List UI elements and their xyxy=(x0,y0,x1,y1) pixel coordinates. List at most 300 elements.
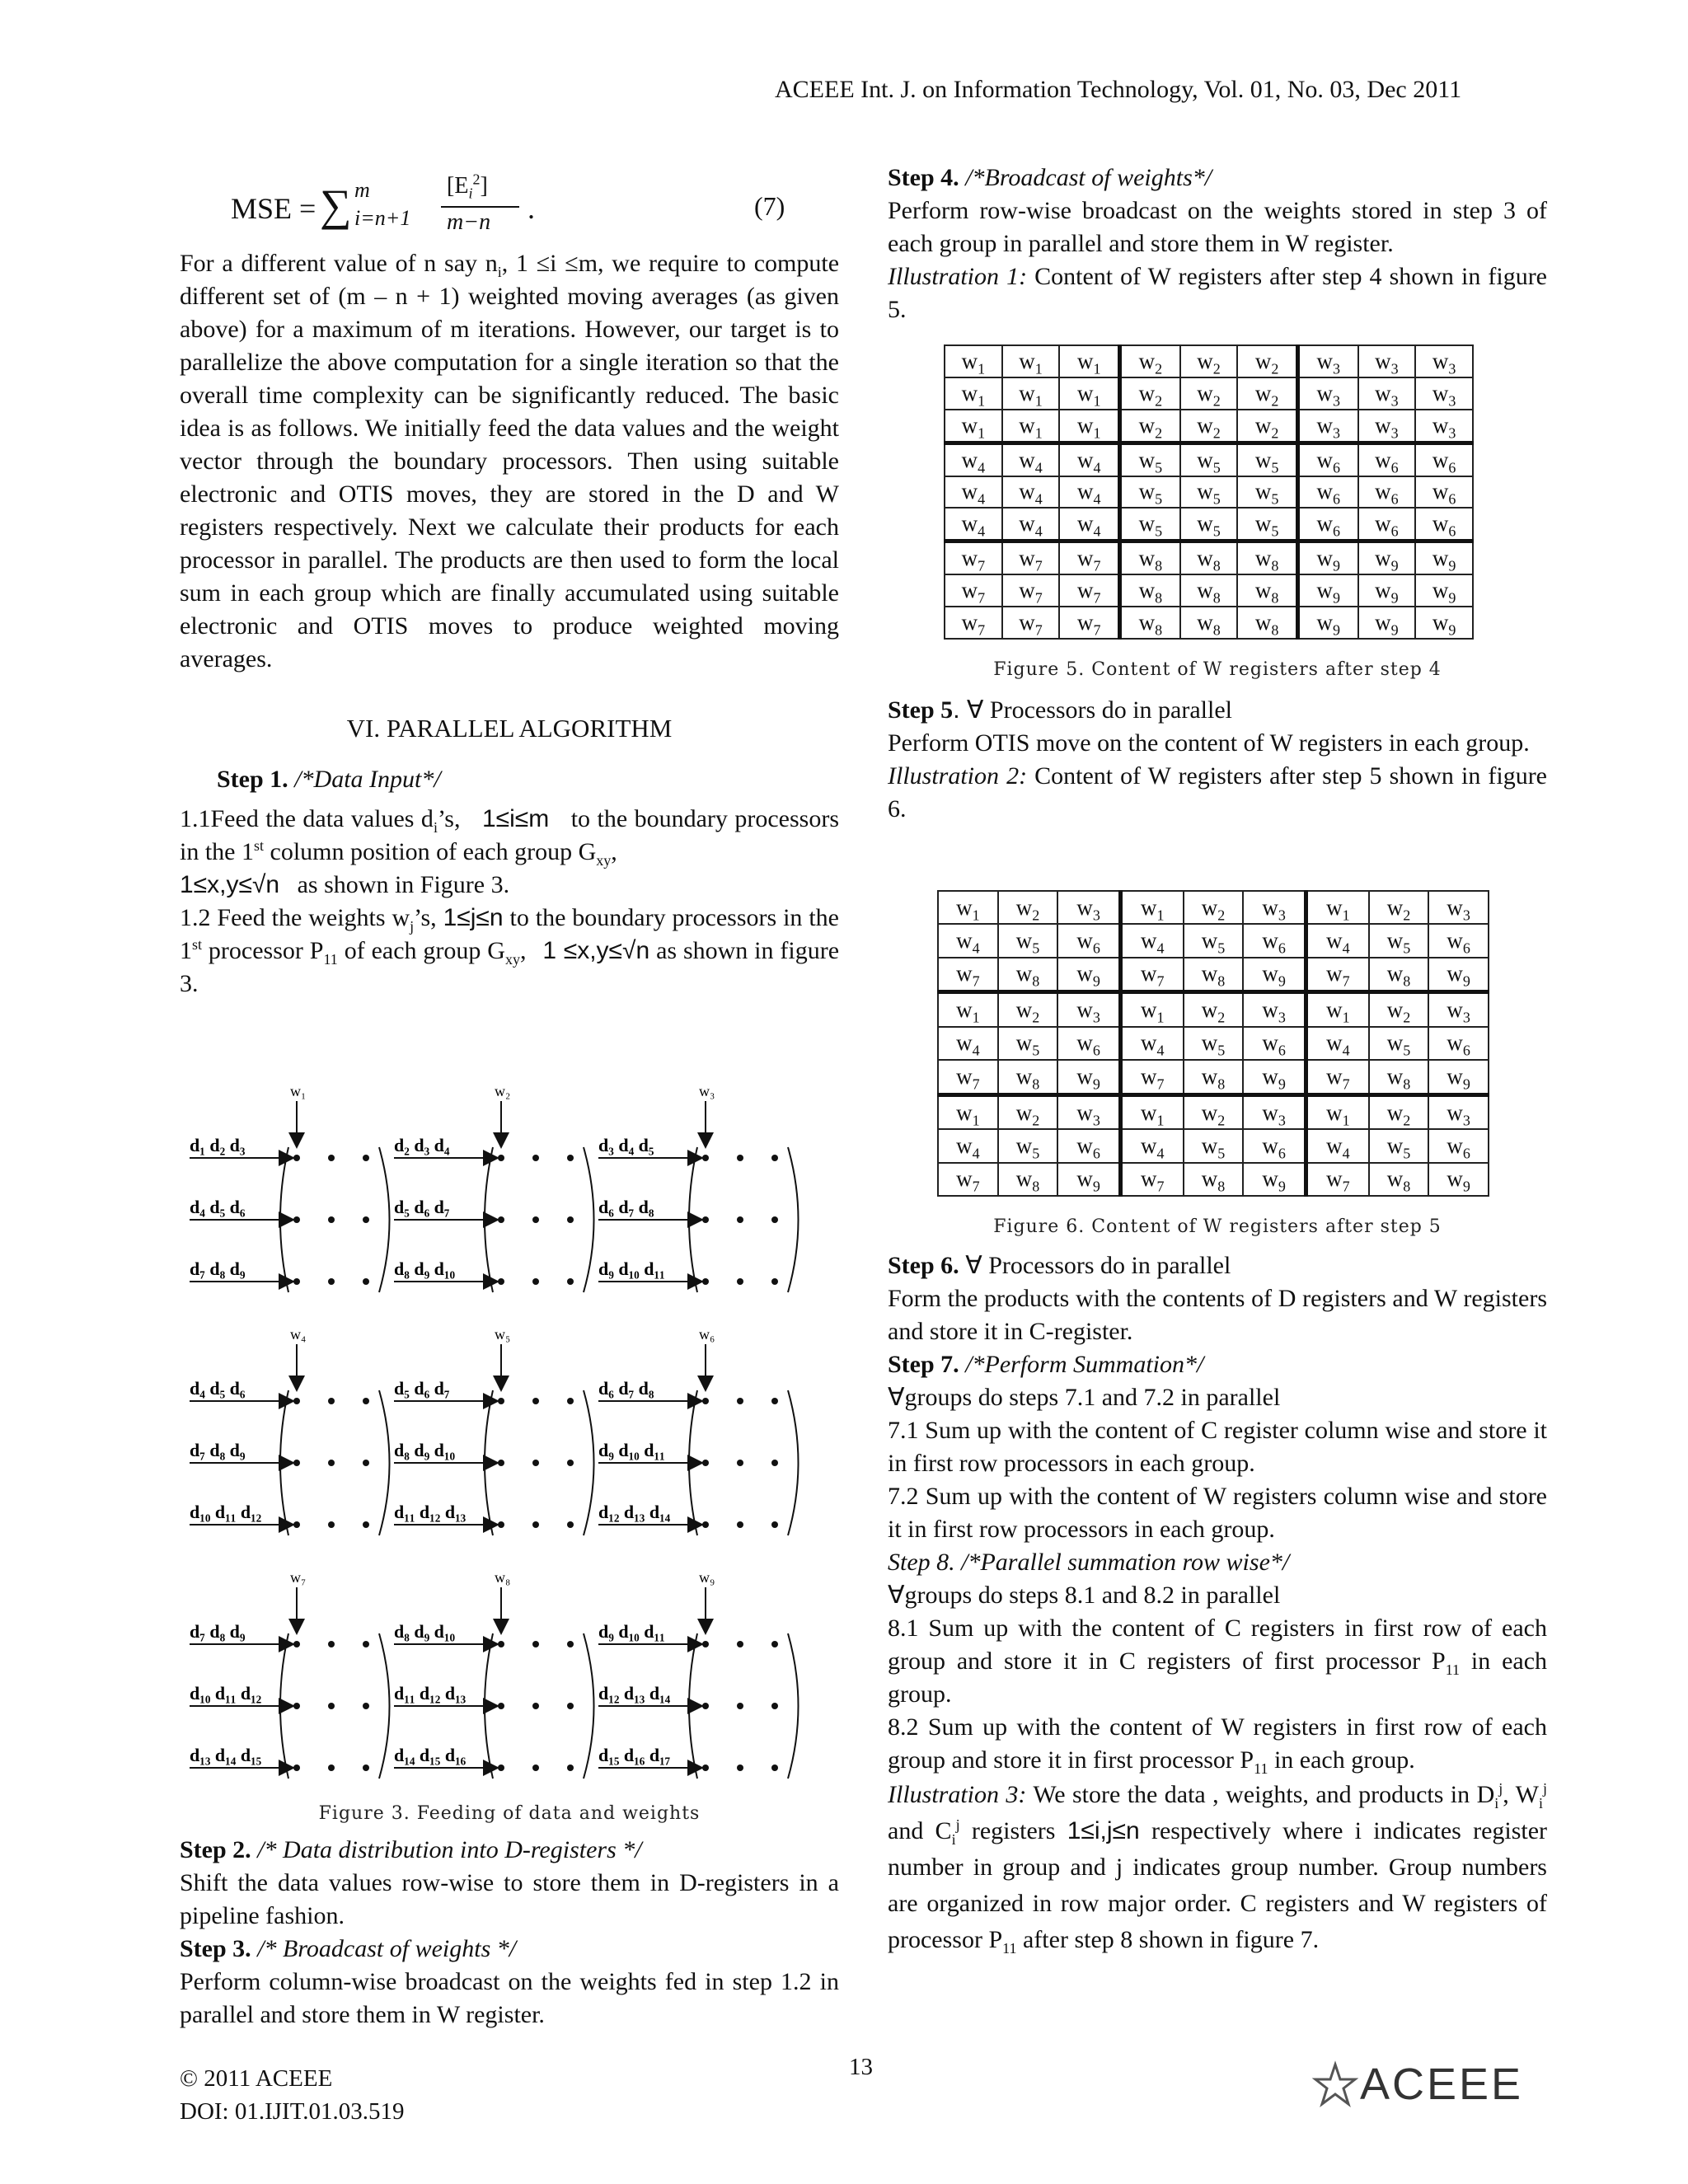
eq-numer: [E xyxy=(447,173,469,199)
processor-dot xyxy=(498,1155,504,1161)
w-cell: $w_5$ xyxy=(1180,443,1238,476)
processor-dot xyxy=(771,1155,778,1161)
intro-lead-sub: i xyxy=(497,264,502,280)
w-cell: $w_2$ xyxy=(1369,1094,1429,1129)
weight-label: w₃ xyxy=(699,1083,715,1099)
illustration-1: Illustration 1: Content of W registers after step 4 shown in figure 5. xyxy=(888,263,1547,323)
processor-dot xyxy=(702,1765,709,1771)
step4-heading: Step 4. /*Broadcast of weights*/ xyxy=(888,164,1212,191)
processor-dot xyxy=(363,1155,369,1161)
w-cell: $w_4$ xyxy=(1002,443,1060,476)
processor-dot xyxy=(702,1521,709,1528)
table-row xyxy=(938,1163,1489,1196)
step7-heading: Step 7. /*Perform Summation*/ xyxy=(888,1351,1204,1378)
w-cell: $w_1$ xyxy=(938,891,998,924)
w-cell: $w_5$ xyxy=(998,924,1058,957)
w-cell: $w_2$ xyxy=(1369,992,1429,1027)
processor-dot xyxy=(567,1641,574,1647)
forall-icon: ∀ xyxy=(888,1582,905,1609)
group-bracket-right xyxy=(584,1633,594,1779)
data-label: d₅ d₆ d₇ xyxy=(394,1378,450,1399)
right-column-mid xyxy=(888,694,1547,826)
w-cell: $w_5$ xyxy=(1180,476,1238,509)
w-cell: $w_2$ xyxy=(1180,345,1238,377)
section-heading: VI. PARALLEL ALGORITHM xyxy=(346,714,673,743)
w-cell: $w_2$ xyxy=(1184,992,1244,1027)
w-cell: $w_5$ xyxy=(1184,1027,1244,1060)
w-cell: $w_6$ xyxy=(1057,1129,1120,1162)
w-cell: $w_7$ xyxy=(938,1163,998,1196)
doi: DOI: 01.IJIT.01.03.519 xyxy=(180,2098,405,2125)
processor-dot xyxy=(532,1521,539,1528)
table-row xyxy=(938,1027,1489,1060)
eq-number: (7) xyxy=(754,191,785,221)
w-cell: $w_8$ xyxy=(1180,607,1238,639)
processor-dot xyxy=(498,1765,504,1771)
processor-dot xyxy=(328,1398,335,1404)
w-cell: $w_8$ xyxy=(1120,541,1180,575)
data-label: d₇ d₈ d₉ xyxy=(190,1621,246,1642)
processor-dot xyxy=(567,1521,574,1528)
step3-heading: Step 3. /* Broadcast of weights */ xyxy=(180,1935,517,1962)
processor-dot xyxy=(532,1216,539,1223)
data-label: d₆ d₇ d₈ xyxy=(598,1197,654,1217)
processor-dot xyxy=(363,1641,369,1647)
right-column-bottom xyxy=(888,1249,1547,1958)
w-cell: $w_6$ xyxy=(1428,1027,1489,1060)
w-cell: $w_8$ xyxy=(1120,574,1180,607)
w-cell: $w_8$ xyxy=(1180,574,1238,607)
w-cell: $w_8$ xyxy=(998,1060,1058,1094)
w-cell: $w_9$ xyxy=(1057,1060,1120,1094)
step82-text: 8.2 Sum up with the content of W registers in first row of each group and store it in first processor $P_{11}$ in each group. xyxy=(888,1713,1547,1777)
table-row xyxy=(945,574,1473,607)
processor-dot xyxy=(737,1155,743,1161)
w-cell: $w_6$ xyxy=(1415,508,1473,541)
eq-denom: m−n xyxy=(447,209,491,235)
processor-dot xyxy=(737,1278,743,1285)
processor-dot xyxy=(532,1155,539,1161)
processor-dot xyxy=(498,1216,504,1223)
w-cell: $w_7$ xyxy=(945,607,1002,639)
w-cell: $w_8$ xyxy=(1184,1060,1244,1094)
group-bracket-right xyxy=(788,1633,799,1779)
w-cell: $w_4$ xyxy=(938,924,998,957)
processor-dot xyxy=(363,1765,369,1771)
eq-numer-sub: i xyxy=(468,185,473,202)
table-row xyxy=(945,508,1473,541)
equation-7 xyxy=(231,173,808,239)
step7-line: ∀groups do steps 7.1 and 7.2 in parallel xyxy=(888,1384,1281,1411)
w-cell: $w_9$ xyxy=(1428,958,1489,992)
w-cell: $w_4$ xyxy=(1059,443,1119,476)
processor-dot xyxy=(737,1703,743,1709)
w-cell: $w_6$ xyxy=(1358,443,1416,476)
weight-label: w₂ xyxy=(495,1083,511,1099)
forall-icon: ∀ xyxy=(888,1384,905,1411)
w-cell: $w_7$ xyxy=(1120,1060,1183,1094)
step4-text: Perform row-wise broadcast on the weights stored in step 3 of each group in parallel and store them in W register. xyxy=(888,197,1547,257)
w-cell: $w_9$ xyxy=(1057,958,1120,992)
processor-dot xyxy=(702,1460,709,1466)
w-cell: $w_1$ xyxy=(1120,891,1183,924)
w-cell: $w_8$ xyxy=(998,958,1058,992)
w-cell: $w_7$ xyxy=(1120,1163,1183,1196)
processor-dot xyxy=(328,1278,335,1285)
w-cell: $w_8$ xyxy=(1369,958,1429,992)
w-cell: $w_1$ xyxy=(1306,1094,1368,1129)
processor-dot xyxy=(363,1216,369,1223)
footer-left xyxy=(180,2062,405,2128)
processor-dot xyxy=(702,1703,709,1709)
w-cell: $w_6$ xyxy=(1297,508,1357,541)
w-cell: $w_3$ xyxy=(1297,345,1357,377)
w-cell: $w_7$ xyxy=(1059,541,1119,575)
eq-dot: . xyxy=(528,192,535,225)
data-label: d₁₃ d₁₄ d₁₅ xyxy=(190,1745,262,1765)
weight-label: w₉ xyxy=(699,1569,715,1586)
w-cell: $w_9$ xyxy=(1428,1060,1489,1094)
processor-dot xyxy=(532,1398,539,1404)
w-cell: $w_1$ xyxy=(945,345,1002,377)
w-cell: $w_1$ xyxy=(1059,410,1119,443)
processor-dot xyxy=(363,1398,369,1404)
w-cell: $w_8$ xyxy=(1180,541,1238,575)
w-cell: $w_1$ xyxy=(938,992,998,1027)
w-cell: $w_2$ xyxy=(1120,410,1180,443)
w-cell: $w_5$ xyxy=(1184,1129,1244,1162)
w-cell: $w_5$ xyxy=(998,1129,1058,1162)
table-row xyxy=(945,541,1473,575)
w-cell: $w_7$ xyxy=(1059,607,1119,639)
w-cell: $w_9$ xyxy=(1297,541,1357,575)
w-cell: $w_6$ xyxy=(1243,1027,1306,1060)
processor-dot xyxy=(702,1278,709,1285)
w-cell: $w_3$ xyxy=(1243,891,1306,924)
w-cell: $w_3$ xyxy=(1358,410,1416,443)
processor-dot xyxy=(737,1460,743,1466)
processor-dot xyxy=(567,1398,574,1404)
processor-dot xyxy=(771,1398,778,1404)
w-cell: $w_9$ xyxy=(1243,1163,1306,1196)
w-cell: $w_7$ xyxy=(1002,607,1060,639)
data-label: d₈ d₉ d₁₀ xyxy=(394,1440,456,1460)
processor-dot xyxy=(532,1641,539,1647)
eq-numer-close: ] xyxy=(480,173,488,199)
w-cell: $w_9$ xyxy=(1057,1163,1120,1196)
page-number: 13 xyxy=(849,2054,873,2080)
step3-text: Perform column-wise broadcast on the weights fed in step 1.2 in parallel and store them in W register. xyxy=(180,1968,839,2028)
left-column-bottom xyxy=(180,1834,839,2032)
w-cell: $w_5$ xyxy=(998,1027,1058,1060)
table-row xyxy=(938,1060,1489,1094)
w-cell: $w_3$ xyxy=(1415,410,1473,443)
w-cell: $w_6$ xyxy=(1297,443,1357,476)
step1-title: /*Data Input*/ xyxy=(294,766,441,793)
w-cell: $w_9$ xyxy=(1297,607,1357,639)
w-cell: $w_4$ xyxy=(1002,508,1060,541)
processor-dot xyxy=(293,1216,300,1223)
table-row xyxy=(945,476,1473,509)
w-cell: $w_9$ xyxy=(1358,574,1416,607)
w-cell: $w_7$ xyxy=(1306,1163,1368,1196)
w-cell: $w_2$ xyxy=(1237,377,1297,410)
w-cell: $w_3$ xyxy=(1297,410,1357,443)
step1-heading xyxy=(180,763,839,796)
processor-dot xyxy=(771,1460,778,1466)
w-cell: $w_4$ xyxy=(1306,1027,1368,1060)
processor-dot xyxy=(293,1703,300,1709)
data-label: d₁₄ d₁₅ d₁₆ xyxy=(394,1745,467,1765)
w-cell: $w_5$ xyxy=(1369,1027,1429,1060)
w-cell: $w_6$ xyxy=(1415,443,1473,476)
w-cell: $w_6$ xyxy=(1243,1129,1306,1162)
w-cell: $w_4$ xyxy=(1120,924,1183,957)
processor-dot xyxy=(498,1278,504,1285)
w-cell: $w_5$ xyxy=(1120,508,1180,541)
journal-header: ACEEE Int. J. on Information Technology, Vol. 01, No. 03, Dec 2011 xyxy=(775,76,1462,103)
processor-dot xyxy=(771,1278,778,1285)
processor-dot xyxy=(498,1641,504,1647)
table-row xyxy=(945,607,1473,639)
processor-dot xyxy=(498,1460,504,1466)
table-row xyxy=(938,891,1489,924)
w-cell: $w_3$ xyxy=(1243,992,1306,1027)
w-cell: $w_2$ xyxy=(998,891,1058,924)
step6-text: Form the products with the contents of D registers and W registers and store it in C-register. xyxy=(888,1285,1547,1345)
step8-heading: Step 8. /*Parallel summation row wise*/ xyxy=(888,1549,1290,1576)
w-cell: $w_3$ xyxy=(1297,377,1357,410)
processor-dot xyxy=(293,1460,300,1466)
w-cell: $w_9$ xyxy=(1415,607,1473,639)
w-cell: $w_4$ xyxy=(945,508,1002,541)
step8-line: ∀groups do steps 8.1 and 8.2 in parallel xyxy=(888,1582,1281,1609)
w-cell: $w_5$ xyxy=(1120,476,1180,509)
eq-numer-sup: 2 xyxy=(472,171,481,188)
w-cell: $w_1$ xyxy=(1059,345,1119,377)
processor-dot xyxy=(498,1398,504,1404)
w-cell: $w_4$ xyxy=(945,476,1002,509)
w-cell: $w_8$ xyxy=(1237,541,1297,575)
w-cell: $w_3$ xyxy=(1415,345,1473,377)
figure-3-caption: Figure 3. Feeding of data and weights xyxy=(318,1803,701,1824)
data-label: d₁₂ d₁₃ d₁₄ xyxy=(598,1683,671,1704)
w-cell: $w_6$ xyxy=(1057,1027,1120,1060)
group-bracket-right xyxy=(584,1147,594,1292)
eq-fraction-bar xyxy=(441,206,519,208)
copyright: © 2011 ACEEE xyxy=(180,2065,333,2092)
data-label: d₈ d₉ d₁₀ xyxy=(394,1621,456,1642)
group-bracket-right xyxy=(788,1390,799,1535)
processor-dot xyxy=(328,1703,335,1709)
data-label: d₆ d₇ d₈ xyxy=(598,1378,654,1399)
w-cell: $w_8$ xyxy=(1184,958,1244,992)
w-cell: $w_5$ xyxy=(1237,508,1297,541)
table-row xyxy=(945,443,1473,476)
w-cell: $w_2$ xyxy=(1237,410,1297,443)
processor-dot xyxy=(532,1460,539,1466)
table-row xyxy=(945,410,1473,443)
table-row xyxy=(938,992,1489,1027)
w-cell: $w_7$ xyxy=(938,958,998,992)
w-cell: $w_9$ xyxy=(1415,541,1473,575)
w-cell: $w_3$ xyxy=(1057,891,1120,924)
right-column-top xyxy=(888,162,1547,326)
step-1-1: 1.1Feed the data values $d_i’s$, 1≤i≤m to the boundary processors in the 1st column position of each group $G_{xy}$, 1≤x,y≤√n as shown in Figure 3. xyxy=(180,805,840,898)
step2-text: Shift the data values row-wise to store them in D-registers in a pipeline fashion. xyxy=(180,1869,839,1929)
w-cell: $w_3$ xyxy=(1057,1094,1120,1129)
w-cell: $w_7$ xyxy=(938,1060,998,1094)
eq-upper: m xyxy=(354,178,370,202)
processor-dot xyxy=(702,1641,709,1647)
weight-label: w₄ xyxy=(290,1326,307,1343)
w-cell: $w_6$ xyxy=(1415,476,1473,509)
w-cell: $w_3$ xyxy=(1428,1094,1489,1129)
w-cell: $w_3$ xyxy=(1428,992,1489,1027)
w-cell: $w_9$ xyxy=(1428,1163,1489,1196)
w-cell: $w_7$ xyxy=(1002,574,1060,607)
processor-dot xyxy=(363,1278,369,1285)
group-bracket-right xyxy=(379,1147,390,1292)
step1-label: Step 1. xyxy=(217,766,288,793)
w-cell: $w_3$ xyxy=(1428,891,1489,924)
cond-xy-2: 1 ≤x,y≤√n xyxy=(542,937,650,964)
processor-dot xyxy=(567,1216,574,1223)
figure-3 xyxy=(185,1080,837,1793)
data-label: d₁₀ d₁₁ d₁₂ xyxy=(190,1502,262,1522)
left-column xyxy=(180,247,839,1001)
table-row xyxy=(945,345,1473,377)
w-cell: $w_1$ xyxy=(1120,1094,1183,1129)
w-cell: $w_9$ xyxy=(1297,574,1357,607)
w-cell: $w_6$ xyxy=(1428,924,1489,957)
w-cell: $w_9$ xyxy=(1415,574,1473,607)
w-cell: $w_9$ xyxy=(1243,958,1306,992)
w-cell: $w_5$ xyxy=(1369,924,1429,957)
processor-dot xyxy=(737,1216,743,1223)
w-cell: $w_6$ xyxy=(1243,924,1306,957)
w-cell: $w_8$ xyxy=(1369,1163,1429,1196)
figure-6-caption: Figure 6. Content of W registers after step 5 xyxy=(993,1216,1442,1237)
w-cell: $w_4$ xyxy=(945,443,1002,476)
step6-heading: Step 6. ∀ Processors do in parallel xyxy=(888,1252,1231,1279)
processor-dot xyxy=(293,1521,300,1528)
w-cell: $w_7$ xyxy=(1306,958,1368,992)
paragraph-intro xyxy=(180,247,839,676)
processor-dot xyxy=(293,1641,300,1647)
w-cell: $w_3$ xyxy=(1243,1094,1306,1129)
processor-dot xyxy=(532,1765,539,1771)
figure-5-table xyxy=(944,344,1474,640)
processor-dot xyxy=(567,1155,574,1161)
eq-sum: ∑ xyxy=(320,180,352,230)
w-cell: $w_9$ xyxy=(1358,607,1416,639)
processor-dot xyxy=(293,1765,300,1771)
w-cell: $w_1$ xyxy=(1059,377,1119,410)
step2-heading: Step 2. /* Data distribution into D-registers */ xyxy=(180,1836,642,1863)
processor-dot xyxy=(567,1460,574,1466)
processor-dot xyxy=(567,1278,574,1285)
w-cell: $w_7$ xyxy=(1059,574,1119,607)
processor-dot xyxy=(363,1460,369,1466)
w-cell: $w_4$ xyxy=(1059,476,1119,509)
intro-lead: For a different value of n say n xyxy=(180,250,498,277)
processor-dot xyxy=(532,1703,539,1709)
step72-text: 7.2 Sum up with the content of W registers column wise and store it in first row processors in each group. xyxy=(888,1483,1547,1543)
data-label: d₉ d₁₀ d₁₁ xyxy=(598,1258,665,1279)
w-cell: $w_1$ xyxy=(1002,345,1060,377)
w-cell: $w_2$ xyxy=(1369,891,1429,924)
w-cell: $w_7$ xyxy=(945,541,1002,575)
cond-j: 1≤j≤n xyxy=(443,904,504,931)
processor-dot xyxy=(737,1398,743,1404)
group-bracket-right xyxy=(788,1147,799,1292)
processor-dot xyxy=(328,1216,335,1223)
processor-dot xyxy=(771,1521,778,1528)
table-row xyxy=(938,924,1489,957)
intro-condition: , 1 ≤i ≤m, xyxy=(501,250,604,277)
w-cell: $w_4$ xyxy=(1059,508,1119,541)
w-cell: $w_4$ xyxy=(1306,1129,1368,1162)
w-cell: $w_6$ xyxy=(1358,476,1416,509)
group-bracket-right xyxy=(584,1390,594,1535)
w-cell: $w_8$ xyxy=(1237,607,1297,639)
data-label: d₉ d₁₀ d₁₁ xyxy=(598,1440,665,1460)
w-cell: $w_8$ xyxy=(1237,574,1297,607)
data-label: d₁₀ d₁₁ d₁₂ xyxy=(190,1683,262,1704)
processor-dot xyxy=(771,1765,778,1771)
data-label: d₇ d₈ d₉ xyxy=(190,1258,246,1279)
intro-body: we require to compute different set of (m – n + 1) weighted moving averages (as given above) for a maximum of m iterations. However, our target is to parallelize the above computation for a single iteration so that the overall time complexity can be significantly reduced. The basic idea is as follows. We initially feed the data values and the weight vector through the boundary processors. Then using suitable electronic and OTIS moves, they are stored in the D and W registers respectively. Next we calculate their products for each processor in parallel. The products are then used to form the local sum in each group which are finally accumulated using suitable electronic and OTIS moves to produce weighted moving averages. xyxy=(180,250,840,673)
w-cell: $w_8$ xyxy=(1369,1060,1429,1094)
step5-text: Perform OTIS move on the content of W registers in each group. xyxy=(888,729,1530,757)
step81-text: 8.1 Sum up with the content of C registers in first row of each group and store it in C registers of first processor $P_{11}$ in each group. xyxy=(888,1615,1548,1708)
w-cell: $w_2$ xyxy=(1180,377,1238,410)
cond-xy: 1≤x,y≤√n xyxy=(180,871,280,898)
data-label: d₉ d₁₀ d₁₁ xyxy=(598,1621,665,1642)
w-cell: $w_3$ xyxy=(1358,377,1416,410)
data-label: d₁ d₂ d₃ xyxy=(190,1135,246,1155)
group-bracket-right xyxy=(379,1633,390,1779)
processor-dot xyxy=(498,1521,504,1528)
step5-heading: Step 5. ∀ Processors do in parallel xyxy=(888,696,1232,724)
illustration-3: Illustration 3: We store the data , weights, and products in $D_i^j$, $W_i^j$ and $C_i^j$ registers 1≤i,j≤n respectively where i indicates register number in group and j indicates group number. Group numbers are organized in row major order. C registers and W registers of processor $P_{11}$ after step 8 shown in figure 7. xyxy=(888,1780,1548,1957)
processor-dot xyxy=(328,1521,335,1528)
processor-dot xyxy=(293,1155,300,1161)
w-cell: $w_5$ xyxy=(1184,924,1244,957)
data-label: d₄ d₅ d₆ xyxy=(190,1197,246,1217)
w-cell: $w_7$ xyxy=(945,574,1002,607)
weight-label: w₁ xyxy=(290,1083,307,1099)
figure-6-table xyxy=(937,890,1489,1197)
weight-label: w₇ xyxy=(290,1569,307,1586)
w-cell: $w_4$ xyxy=(1002,476,1060,509)
forall-icon: . ∀ xyxy=(953,696,984,724)
processor-dot xyxy=(737,1641,743,1647)
logo-text: ACEEE xyxy=(1360,2060,1524,2109)
illustration-2: Illustration 2: Content of W registers after step 5 shown in figure 6. xyxy=(888,762,1547,823)
processor-dot xyxy=(702,1155,709,1161)
w-cell: $w_5$ xyxy=(1369,1129,1429,1162)
step71-text: 7.1 Sum up with the content of C register column wise and store it in first row processors in each group. xyxy=(888,1417,1547,1477)
table-row xyxy=(938,958,1489,992)
data-label: d₁₂ d₁₃ d₁₄ xyxy=(598,1502,671,1522)
w-cell: $w_4$ xyxy=(938,1129,998,1162)
w-cell: $w_8$ xyxy=(998,1163,1058,1196)
w-cell: $w_5$ xyxy=(1120,443,1180,476)
w-cell: $w_2$ xyxy=(1237,345,1297,377)
data-label: d₈ d₉ d₁₀ xyxy=(394,1258,456,1279)
